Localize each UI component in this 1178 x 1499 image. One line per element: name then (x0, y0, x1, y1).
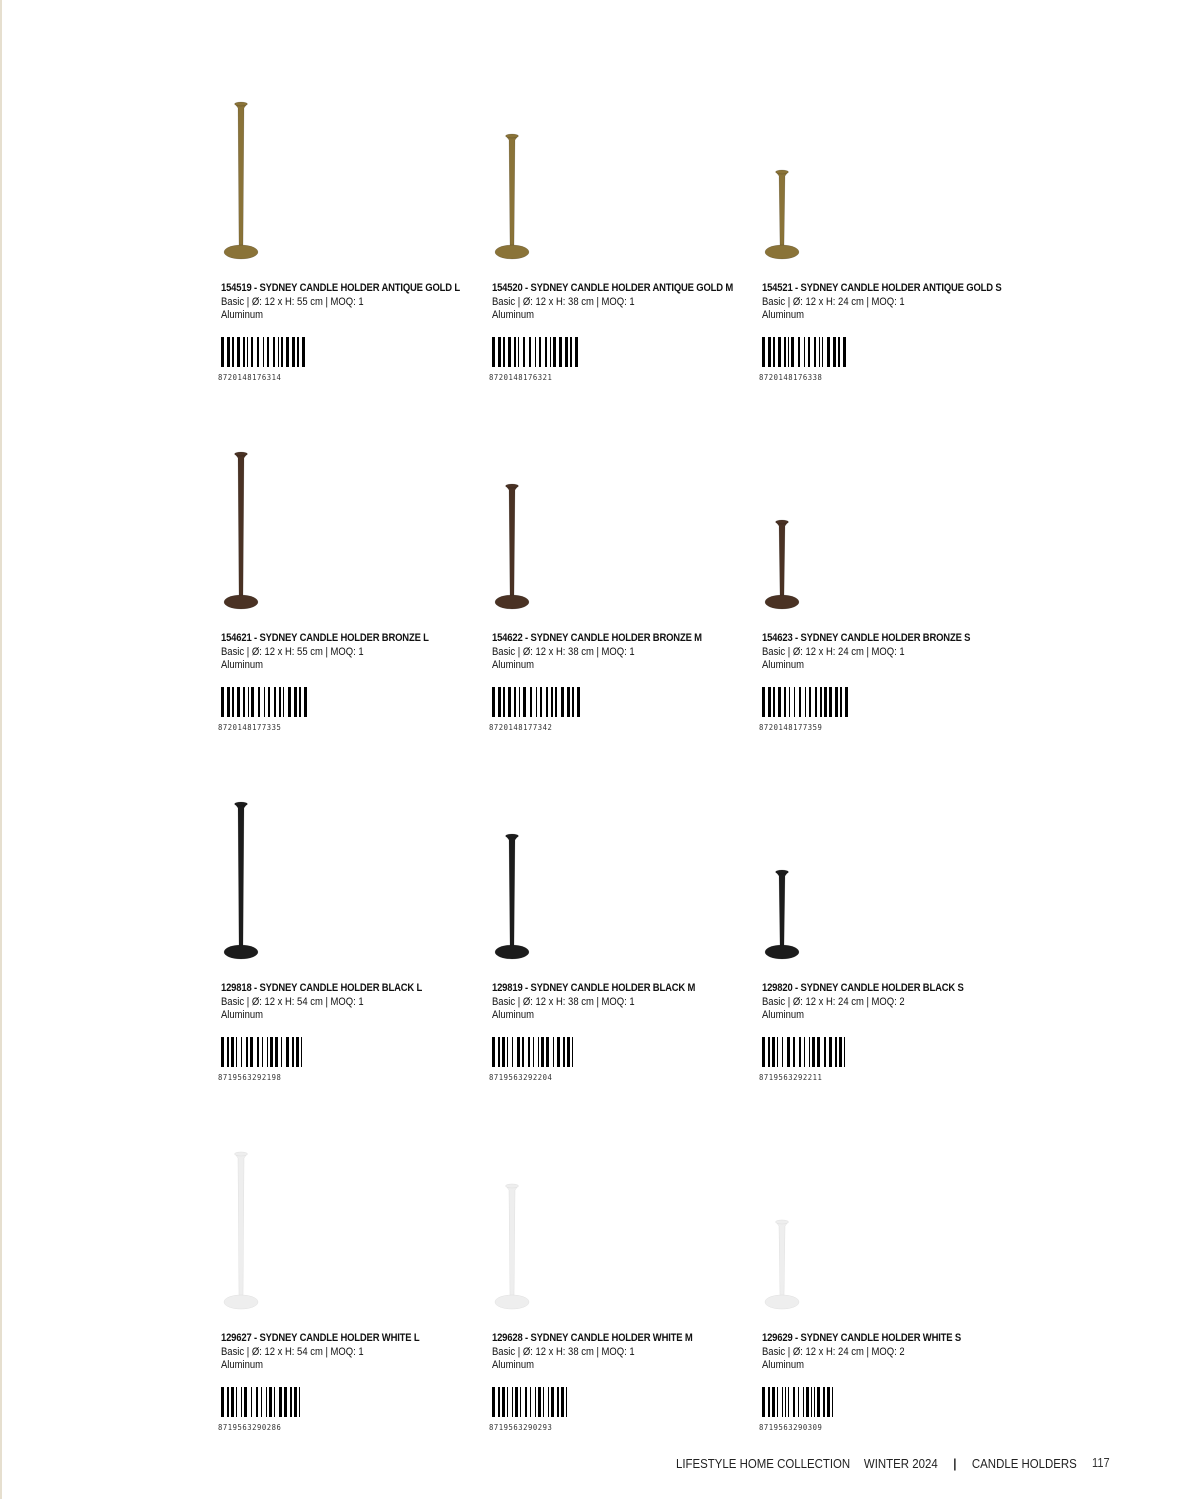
product-code: 129628 (492, 1332, 523, 1344)
candle-holder-image (762, 868, 802, 960)
product-title (492, 982, 695, 994)
barcode (490, 687, 625, 717)
product-material: Aluminum (762, 1009, 805, 1021)
product-image (762, 20, 822, 260)
product-card (759, 20, 1022, 382)
product-spec: Basic | Ø: 12 x H: 38 cm | MOQ: 1 (492, 646, 635, 658)
product-title (762, 982, 964, 994)
product-material: Aluminum (221, 659, 264, 671)
candle-holder-image (492, 132, 532, 260)
barcode (760, 687, 895, 717)
candle-holder-image (762, 518, 802, 610)
product-card (218, 370, 481, 732)
product-title (221, 1332, 419, 1344)
product-name: SYDNEY CANDLE HOLDER ANTIQUE GOLD M (530, 282, 734, 294)
title-separator: - (251, 282, 260, 294)
title-separator: - (522, 982, 531, 994)
candle-holder-image (221, 100, 261, 260)
footer-season: WINTER 2024 (863, 1456, 938, 1471)
ean-number: 8719563290309 (759, 1423, 823, 1432)
product-spec: Basic | Ø: 12 x H: 24 cm | MOQ: 1 (762, 296, 905, 308)
title-separator: - (792, 1332, 801, 1344)
product-title (762, 1332, 961, 1344)
product-name: SYDNEY CANDLE HOLDER BRONZE S (800, 632, 971, 644)
ean-number: 8719563292211 (759, 1073, 823, 1082)
product-name: SYDNEY CANDLE HOLDER BLACK L (259, 982, 423, 994)
product-title (221, 982, 422, 994)
barcode (219, 687, 354, 717)
ean-number: 8720148176321 (489, 373, 553, 382)
barcode (760, 1037, 895, 1067)
product-image (221, 720, 281, 960)
product-image (762, 720, 822, 960)
product-spec: Basic | Ø: 12 x H: 38 cm | MOQ: 1 (492, 296, 635, 308)
product-code: 154520 (492, 282, 523, 294)
title-separator: - (251, 632, 260, 644)
product-card (489, 370, 752, 732)
ean-number: 8719563292204 (489, 1073, 553, 1082)
product-image (221, 1070, 281, 1310)
product-spec: Basic | Ø: 12 x H: 38 cm | MOQ: 1 (492, 996, 635, 1008)
product-material: Aluminum (492, 1359, 535, 1371)
barcode (219, 1387, 354, 1417)
ean-number: 8720148177359 (759, 723, 823, 732)
product-code: 154623 (762, 632, 793, 644)
product-material: Aluminum (492, 659, 535, 671)
candle-holder-image (221, 800, 261, 960)
product-code: 129629 (762, 1332, 793, 1344)
candle-holder-image (762, 1218, 802, 1310)
product-spec: Basic | Ø: 12 x H: 38 cm | MOQ: 1 (492, 1346, 635, 1358)
ean-number: 8720148177342 (489, 723, 553, 732)
product-title (762, 632, 970, 644)
product-code: 154521 (762, 282, 793, 294)
product-card (489, 720, 752, 1082)
product-code: 154622 (492, 632, 523, 644)
product-card (489, 20, 752, 382)
ean-number: 8719563290293 (489, 1423, 553, 1432)
product-image (492, 1070, 552, 1310)
ean-number: 8719563292198 (218, 1073, 282, 1082)
product-code: 129818 (221, 982, 252, 994)
product-name: SYDNEY CANDLE HOLDER BRONZE M (530, 632, 702, 644)
product-image (492, 370, 552, 610)
barcode (219, 1037, 354, 1067)
title-separator: - (522, 1332, 531, 1344)
product-title (221, 282, 460, 294)
product-material: Aluminum (221, 1009, 264, 1021)
title-separator: - (251, 1332, 260, 1344)
product-name: SYDNEY CANDLE HOLDER WHITE M (530, 1332, 693, 1344)
product-card (489, 1070, 752, 1432)
candle-holder-image (492, 832, 532, 960)
ean-number: 8719563290286 (218, 1423, 282, 1432)
footer-collection: LIFESTYLE HOME COLLECTION (676, 1456, 851, 1471)
title-separator: - (522, 282, 531, 294)
candle-holder-image (492, 1182, 532, 1310)
product-card (759, 720, 1022, 1082)
product-spec: Basic | Ø: 12 x H: 24 cm | MOQ: 1 (762, 646, 905, 658)
footer-separator: | (953, 1456, 957, 1471)
product-spec: Basic | Ø: 12 x H: 55 cm | MOQ: 1 (221, 646, 364, 658)
product-material: Aluminum (221, 309, 264, 321)
ean-number: 8720148176338 (759, 373, 823, 382)
product-spec: Basic | Ø: 12 x H: 24 cm | MOQ: 2 (762, 996, 905, 1008)
product-card (218, 20, 481, 382)
title-separator: - (251, 982, 260, 994)
product-material: Aluminum (221, 1359, 264, 1371)
title-separator: - (792, 282, 801, 294)
product-image (221, 20, 281, 260)
page-footer (676, 1456, 1077, 1471)
barcode (760, 1387, 895, 1417)
product-name: SYDNEY CANDLE HOLDER WHITE L (259, 1332, 420, 1344)
candle-holder-image (221, 1150, 261, 1310)
product-code: 129819 (492, 982, 523, 994)
title-separator: - (792, 982, 801, 994)
product-image (492, 20, 552, 260)
barcode (490, 1037, 625, 1067)
product-material: Aluminum (492, 1009, 535, 1021)
product-name: SYDNEY CANDLE HOLDER ANTIQUE GOLD S (800, 282, 1002, 294)
product-image (762, 1070, 822, 1310)
product-code: 129820 (762, 982, 793, 994)
product-card (759, 1070, 1022, 1432)
title-separator: - (522, 632, 531, 644)
product-code: 154519 (221, 282, 252, 294)
product-card (218, 1070, 481, 1432)
title-separator: - (792, 632, 801, 644)
product-code: 129627 (221, 1332, 252, 1344)
product-material: Aluminum (762, 309, 805, 321)
product-card (218, 720, 481, 1082)
product-title (492, 632, 702, 644)
barcode (219, 337, 354, 367)
ean-number: 8720148177335 (218, 723, 282, 732)
page-number: 117 (1092, 1455, 1110, 1470)
product-code: 154621 (221, 632, 252, 644)
product-title (221, 632, 429, 644)
product-image (762, 370, 822, 610)
product-material: Aluminum (762, 659, 805, 671)
product-title (492, 1332, 693, 1344)
product-material: Aluminum (762, 1359, 805, 1371)
product-spec: Basic | Ø: 12 x H: 24 cm | MOQ: 2 (762, 1346, 905, 1358)
candle-holder-image (762, 168, 802, 260)
product-image (221, 370, 281, 610)
candle-holder-image (492, 482, 532, 610)
product-material: Aluminum (492, 309, 535, 321)
ean-number: 8720148176314 (218, 373, 282, 382)
product-spec: Basic | Ø: 12 x H: 54 cm | MOQ: 1 (221, 1346, 364, 1358)
product-image (492, 720, 552, 960)
barcode (490, 337, 625, 367)
product-spec: Basic | Ø: 12 x H: 55 cm | MOQ: 1 (221, 296, 364, 308)
product-name: SYDNEY CANDLE HOLDER BLACK M (530, 982, 696, 994)
footer-section: CANDLE HOLDERS (971, 1456, 1077, 1471)
product-name: SYDNEY CANDLE HOLDER ANTIQUE GOLD L (259, 282, 460, 294)
product-name: SYDNEY CANDLE HOLDER BLACK S (800, 982, 964, 994)
barcode (760, 337, 895, 367)
product-spec: Basic | Ø: 12 x H: 54 cm | MOQ: 1 (221, 996, 364, 1008)
product-card (759, 370, 1022, 732)
product-title (762, 282, 1002, 294)
barcode (490, 1387, 625, 1417)
product-title (492, 282, 733, 294)
product-name: SYDNEY CANDLE HOLDER WHITE S (800, 1332, 962, 1344)
candle-holder-image (221, 450, 261, 610)
product-name: SYDNEY CANDLE HOLDER BRONZE L (259, 632, 429, 644)
